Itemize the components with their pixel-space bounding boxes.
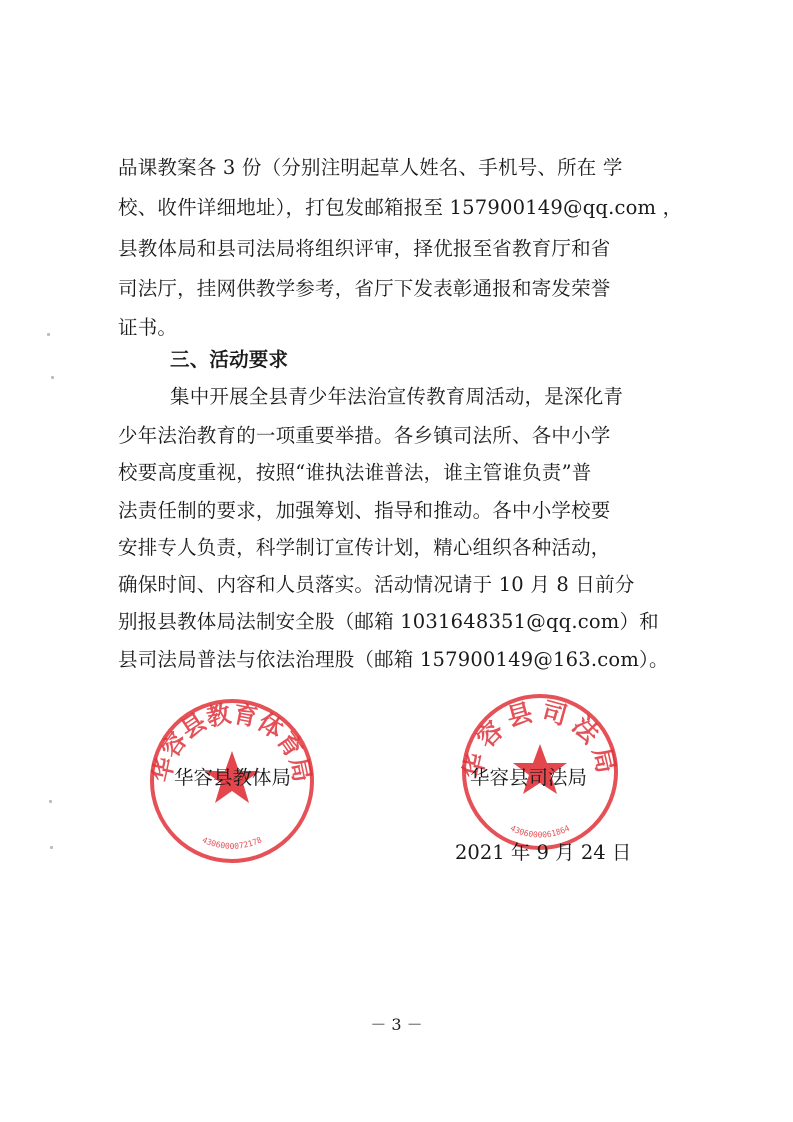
paragraph-line: 证书。 [118, 316, 178, 339]
paragraph-line: 司法厅，挂网供教学参考，省厅下发表彰通报和寄发荣誉 [118, 277, 611, 300]
paragraph-line: 别报县教体局法制安全股（邮箱 1031648351@qq.com）和 [118, 610, 659, 633]
signature-date: 2021 年 9 月 24 日 [455, 841, 632, 864]
scan-artifact [49, 800, 52, 803]
page-number: － 3 － [370, 1015, 423, 1034]
seal-code: 4306000061864 [508, 823, 572, 840]
signer-justice-bureau: 华容县司法局 [470, 766, 588, 789]
signer-education-bureau: 华容县教体局 [174, 766, 292, 789]
paragraph-line: 法责任制的要求，加强筹划、指导和推动。各中小学校要 [118, 499, 611, 522]
paragraph-line: 县教体局和县司法局将组织评审，择优报至省教育厅和省 [118, 237, 611, 260]
paragraph-line: 县司法局普法与依法治理股（邮箱 157900149@163.com）。 [118, 648, 669, 671]
seal-ring-text: 华容县司法局 [457, 696, 623, 782]
scan-artifact [51, 376, 54, 379]
seal-ring-text: 华容县教育体育局 [147, 699, 317, 785]
paragraph-line: 品课教案各 3 份（分别注明起草人姓名、手机号、所在 学 [118, 156, 623, 179]
paragraph-line: 安排专人负责，科学制订宣传计划，精心组织各种活动， [118, 536, 611, 559]
section-heading: 三、活动要求 [170, 348, 289, 371]
paragraph-line: 校要高度重视，按照“谁执法谁普法，谁主管谁负责”普 [118, 461, 592, 484]
paragraph-line: 确保时间、内容和人员落实。活动情况请于 10 月 8 日前分 [118, 573, 635, 596]
scan-artifact [50, 846, 53, 849]
paragraph-line: 集中开展全县青少年法治宣传教育周活动，是深化青 [170, 385, 624, 408]
svg-text:4306000072178 [201, 835, 264, 851]
paragraph-line: 校、收件详细地址），打包发邮箱报至 157900149@qq.com ， [118, 196, 683, 219]
paragraph-line: 少年法治教育的一项重要举措。各乡镇司法所、各中小学 [118, 424, 611, 447]
seal-code: 4306000072178 [200, 835, 264, 851]
scan-artifact [47, 333, 50, 336]
